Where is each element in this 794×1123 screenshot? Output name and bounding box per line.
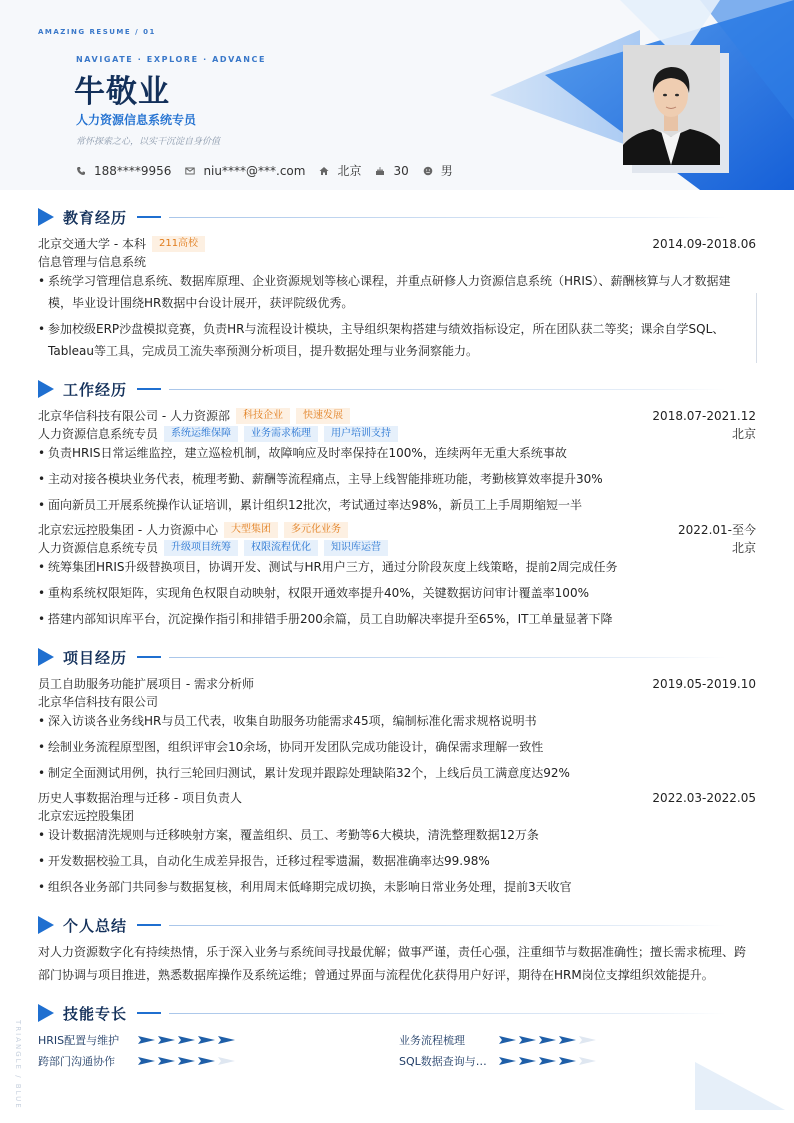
job-dates: 2018.07-2021.12	[652, 408, 756, 423]
contact-list	[76, 162, 467, 179]
section-divider	[169, 657, 726, 658]
skill-arrow-filled	[539, 1036, 556, 1044]
skill-item	[399, 1032, 599, 1048]
job-location: 北京	[731, 427, 756, 441]
skill-name: 跨部门沟通协作	[38, 1055, 115, 1068]
section-triangle-icon	[38, 1004, 54, 1022]
home-icon	[319, 166, 329, 176]
school-name: 北京交通大学 - 本科	[38, 237, 146, 251]
skill-arrow-filled	[519, 1036, 536, 1044]
company-tag: 多元化业务	[284, 522, 348, 538]
city-text: 北京	[337, 164, 362, 178]
company-tag: 科技企业	[236, 408, 290, 424]
skill-item	[399, 1053, 599, 1069]
project-org: 北京宏远控股集团	[38, 809, 135, 823]
skill-arrow-filled	[218, 1036, 235, 1044]
role-tag: 知识库运营	[324, 540, 388, 556]
skill-arrow-empty	[579, 1036, 596, 1044]
job-title: 人力资源信息系统专员	[76, 113, 197, 127]
role-tag: 权限流程优化	[244, 540, 318, 556]
section-header-summary	[38, 915, 756, 935]
skill-level	[138, 1036, 238, 1044]
skill-arrow-filled	[138, 1036, 155, 1044]
role-tag: 业务需求梳理	[244, 426, 318, 442]
list-item: • 重构系统权限矩阵，实现角色权限自动映射，权限开通效率提升40%，关键数据访问审计覆盖率100%	[38, 582, 738, 604]
education-row	[38, 235, 756, 252]
role-tag: 用户培训支持	[324, 426, 398, 442]
list-item: • 统筹集团HRIS升级替换项目，协调开发、测试与HR用户三方，通过分阶段灰度上线策略，提前2周完成任务	[38, 556, 738, 578]
section-divider	[169, 1013, 726, 1014]
section-dash	[137, 1012, 161, 1014]
job-dates: 2022.01-至今	[678, 523, 756, 537]
skill-arrow-filled	[178, 1036, 195, 1044]
skill-level	[499, 1036, 599, 1044]
major: 信息管理与信息系统	[38, 255, 147, 269]
section-header-skills	[38, 1003, 756, 1023]
skill-item	[38, 1053, 238, 1069]
project-row	[38, 675, 756, 692]
contact-city	[319, 162, 361, 179]
list-item: • 负责HRIS日常运维监控，建立巡检机制，故障响应及时率保持在100%，连续两年无重大系统事故	[38, 442, 738, 464]
project-row	[38, 789, 756, 806]
skill-arrow-filled	[198, 1036, 215, 1044]
list-item: • 搭建内部知识库平台，沉淀操作指引和排错手册200余篇，员工自助解决率提升至65%，IT工单量显著下降	[38, 608, 738, 630]
school-tag: 211高校	[152, 236, 205, 252]
contact-phone	[76, 164, 171, 178]
role-tag: 系统运维保障	[164, 426, 238, 442]
section-triangle-icon	[38, 380, 54, 398]
skill-arrow-filled	[499, 1057, 516, 1065]
job-location: 北京	[731, 541, 756, 555]
skill-name: HRIS配置与维护	[38, 1034, 120, 1047]
section-dash	[137, 216, 161, 218]
project-org: 北京华信科技有限公司	[38, 695, 159, 709]
list-item: • 绘制业务流程原型图，组织评审会10余场，协同开发团队完成功能设计，确保需求理解一致性	[38, 736, 738, 758]
section-dash	[137, 656, 161, 658]
section-header-projects	[38, 647, 756, 667]
skill-level	[499, 1057, 599, 1065]
smile-icon	[423, 166, 433, 176]
list-item: • 参加校级ERP沙盘模拟竞赛，负责HR与流程设计模块，主导组织架构搭建与绩效指标设定，所在团队获二等奖；课余自学SQL、Tableau等工具，完成员工流失率预测分析项目，提升数据处理与业务洞察能力。	[38, 318, 738, 362]
section-divider	[169, 389, 726, 390]
skill-arrow-filled	[539, 1057, 556, 1065]
motto: 常怀探索之心，以实干沉淀自身价值	[76, 137, 221, 147]
contact-age	[375, 164, 408, 178]
list-item: • 深入访谈各业务线HR与员工代表，收集自助服务功能需求45项，编制标准化需求规格说明书	[38, 710, 738, 732]
skill-arrow-filled	[499, 1036, 516, 1044]
candidate-name: 牛敬业	[74, 74, 170, 110]
profile-photo	[623, 45, 720, 165]
list-item: • 系统学习管理信息系统、数据库原理、企业资源规划等核心课程，并重点研修人力资源信息系统（HRIS）、薪酬核算与人才数据建模，毕业设计围绕HR数据中台设计展开，获评院级优秀。	[38, 270, 738, 314]
list-item: • 开发数据校验工具，自动化生成差异报告，迁移过程零遗漏，数据准确率达99.98%	[38, 850, 738, 872]
skill-item	[38, 1032, 238, 1048]
skill-arrow-empty	[579, 1057, 596, 1065]
skill-arrow-empty	[218, 1057, 235, 1065]
contact-email	[185, 164, 305, 178]
skill-arrow-filled	[198, 1057, 215, 1065]
section-dash	[137, 388, 161, 390]
skill-arrow-filled	[158, 1057, 175, 1065]
mail-icon	[185, 166, 195, 176]
list-item: • 设计数据清洗规则与迁移映射方案，覆盖组织、员工、考勤等6大模块，清洗整理数据12万条	[38, 824, 738, 846]
role-row	[38, 539, 756, 556]
skill-arrow-filled	[158, 1036, 175, 1044]
job-row	[38, 521, 756, 538]
section-header-work	[38, 379, 756, 399]
section-title: 项目经历	[63, 648, 128, 667]
company-name: 北京宏远控股集团 - 人力资源中心	[38, 523, 218, 537]
email-text: niu****@***.com	[203, 163, 306, 178]
skill-name: 业务流程梳理	[399, 1034, 465, 1047]
side-label: TRIANGLE / BLUE	[14, 1020, 22, 1110]
section-title: 技能专长	[63, 1004, 128, 1023]
eyebrow-text: AMAZING RESUME / 01	[38, 28, 156, 36]
skill-level	[138, 1057, 238, 1065]
company-name: 北京华信科技有限公司 - 人力资源部	[38, 409, 230, 423]
section-divider	[169, 217, 726, 218]
phone-icon	[76, 166, 86, 176]
project-dates: 2022.03-2022.05	[652, 790, 756, 805]
list-item: • 制定全面测试用例，执行三轮回归测试，累计发现并跟踪处理缺陷32个，上线后员工满意度达92%	[38, 762, 738, 784]
section-header-education	[38, 207, 756, 227]
gender-text: 男	[440, 164, 453, 178]
list-item: • 主动对接各模块业务代表，梳理考勤、薪酬等流程痛点，主导上线智能排班功能，考勤核算效率提升30%	[38, 468, 738, 490]
section-divider	[169, 925, 726, 926]
section-dash	[137, 924, 161, 926]
project-name: 员工自助服务功能扩展项目 - 需求分析师	[38, 677, 254, 691]
section-triangle-icon	[38, 208, 54, 226]
skill-arrow-filled	[138, 1057, 155, 1065]
skill-arrow-filled	[559, 1057, 576, 1065]
skill-name: SQL数据查询与…	[399, 1055, 487, 1068]
company-tag: 大型集团	[224, 522, 278, 538]
age-text: 30	[393, 163, 409, 178]
role-row	[38, 425, 756, 442]
phone-text: 188****9956	[94, 163, 172, 178]
section-triangle-icon	[38, 648, 54, 666]
role-name: 人力资源信息系统专员	[38, 541, 159, 555]
skill-arrow-filled	[559, 1036, 576, 1044]
education-dates: 2014.09-2018.06	[652, 236, 756, 251]
list-item: • 面向新员工开展系统操作认证培训，累计组织12批次，考试通过率达98%，新员工上手周期缩短一半	[38, 494, 738, 516]
skill-arrow-filled	[178, 1057, 195, 1065]
section-triangle-icon	[38, 916, 54, 934]
summary-text: 对人力资源数字化有持续热情，乐于深入业务与系统间寻找最优解；做事严谨，责任心强，注重细节与数据准确性；擅长需求梳理、跨部门协调与项目推进，熟悉数据库操作及系统运维；曾通过界面与流程优化获得用户好评，期待在HRM岗位支撑组织效能提升。	[38, 945, 747, 982]
role-tag: 升级项目统筹	[164, 540, 238, 556]
job-row	[38, 407, 756, 424]
project-name: 历史人事数据治理与迁移 - 项目负责人	[38, 791, 242, 805]
company-tag: 快速发展	[296, 408, 350, 424]
skill-arrow-filled	[519, 1057, 536, 1065]
contact-gender	[423, 162, 453, 179]
section-title: 教育经历	[63, 208, 128, 227]
project-dates: 2019.05-2019.10	[652, 676, 756, 691]
section-title: 个人总结	[63, 916, 128, 935]
side-rule	[756, 293, 757, 363]
corner-decoration	[690, 1060, 790, 1115]
section-title: 工作经历	[63, 380, 128, 399]
role-name: 人力资源信息系统专员	[38, 427, 159, 441]
list-item: • 组织各业务部门共同参与数据复核，利用周末低峰期完成切换，未影响日常业务处理，提前3天收官	[38, 876, 738, 898]
tagline: NAVIGATE · EXPLORE · ADVANCE	[76, 55, 267, 64]
cake-icon	[375, 166, 385, 176]
